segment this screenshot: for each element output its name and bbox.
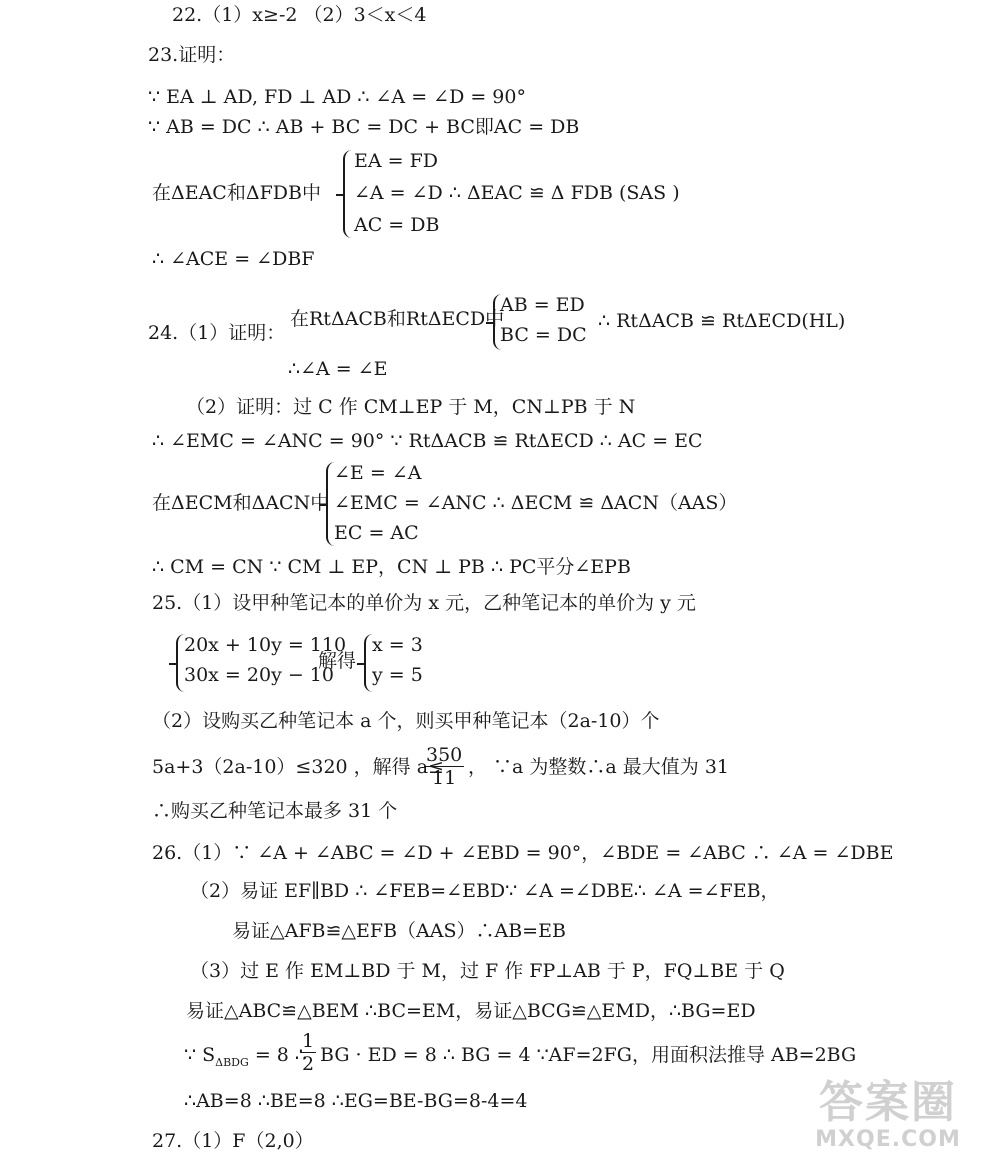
q24-system-result: ∴ RtΔACB ≌ RtΔECD(HL) [598, 310, 846, 332]
q24-system-row: BC = DC [500, 324, 587, 346]
q26-line-1: 26.（1）∵ ∠A + ∠ABC = ∠D + ∠EBD = 90°，∠BDE = ∠ABC ∴ ∠A = ∠DBE [152, 842, 894, 864]
fraction-numerator: 1 [302, 1030, 315, 1052]
q25-system-row: 20x + 10y = 110 [184, 634, 347, 656]
q23-system-prefix: 在ΔEAC和ΔFDB中 [152, 182, 321, 204]
q24-system-2-row: EC = AC [334, 522, 419, 544]
q25-inequality-result: ， ∵a 为整数∴a 最大值为 31 [468, 756, 729, 778]
q26-line-6-end: BG · ED = 8 ∴ BG = 4 ∵AF=2FG，用面积法推导 AB=2BG [320, 1044, 857, 1066]
q24-line-2: ∴∠A = ∠E [288, 358, 388, 380]
q26-line-6-mid: = 8 ∴ [248, 1044, 308, 1066]
q23-brace [343, 150, 352, 238]
q23-system-row: ∠A = ∠D ∴ ΔEAC ≌ Δ FDB (SAS ) [354, 182, 680, 204]
q23-line-2: ∵ AB = DC ∴ AB + BC = DC + BC即AC = DB [148, 116, 580, 138]
q25-inequality: 5a+3（2a-10）≤320 ，解得 a≤ [152, 756, 444, 778]
q26-line-3: 易证△AFB≌△EFB（AAS）∴AB=EB [232, 920, 566, 942]
q24-system-prefix: 在RtΔACB和RtΔECD中 [290, 308, 505, 330]
q25-fraction [424, 744, 464, 789]
q23-title: 23.证明： [148, 44, 236, 66]
q24-part-2: （2）证明：过 C 作 CM⊥EP 于 M，CN⊥PB 于 N [186, 396, 636, 418]
q23-system-row: EA = FD [354, 150, 439, 172]
q25-solve-label: 解得 [318, 650, 357, 672]
q22-line: 22.（1）x≥-2 （2）3＜x＜4 [172, 4, 427, 26]
q24-system-2-row: ∠E = ∠A [334, 462, 422, 484]
q24-conclusion: ∴ CM = CN ∵ CM ⊥ EP，CN ⊥ PB ∴ PC平分∠EPB [152, 556, 631, 578]
q26-line-6 [184, 1042, 307, 1076]
q23-system-row: AC = DB [354, 214, 440, 236]
q23-conclusion: ∴ ∠ACE = ∠DBF [152, 248, 315, 270]
q24-system-row: AB = ED [500, 294, 585, 316]
q27-line: 27.（1）F（2,0） [152, 1130, 314, 1152]
watermark-text: 答案圈 [819, 1077, 957, 1128]
q26-line-6-start: ∵ S [184, 1044, 216, 1066]
fraction-numerator: 350 [426, 744, 463, 766]
fraction-denominator: 2 [302, 1053, 315, 1075]
watermark-url: MXQE.COM [815, 1127, 961, 1152]
q24-system-2-prefix: 在ΔECM和ΔACN中 [152, 492, 330, 514]
q24-system-2-row: ∠EMC = ∠ANC ∴ ΔECM ≌ ΔACN（AAS） [334, 492, 738, 514]
q26-fraction [300, 1030, 316, 1075]
q26-line-7: ∴AB=8 ∴BE=8 ∴EG=BE-BG=8-4=4 [184, 1090, 528, 1112]
q25-part-2: （2）设购买乙种笔记本 a 个，则买甲种笔记本（2a-10）个 [152, 710, 660, 732]
q25-system-row: 30x = 20y − 10 [184, 664, 334, 686]
q25-conclusion: ∴购买乙种笔记本最多 31 个 [152, 800, 398, 822]
q25-solution-row: y = 5 [372, 664, 423, 686]
q24-line-3: ∴ ∠EMC = ∠ANC = 90° ∵ RtΔACB ≌ RtΔECD ∴ AC = EC [152, 430, 703, 452]
area-subscript: ΔBDG [215, 1055, 249, 1069]
q26-line-5: 易证△ABC≌△BEM ∴BC=EM，易证△BCG≌△EMD，∴BG=ED [186, 1000, 756, 1022]
fraction-denominator: 11 [432, 767, 457, 789]
q25-line-1: 25.（1）设甲种笔记本的单价为 x 元，乙种笔记本的单价为 y 元 [152, 592, 696, 614]
q26-line-4: （3）过 E 作 EM⊥BD 于 M，过 F 作 FP⊥AB 于 P，FQ⊥BE 于 Q [190, 960, 785, 982]
q26-line-2: （2）易证 EF∥BD ∴ ∠FEB=∠EBD∵ ∠A =∠DBE∴ ∠A =∠FEB， [190, 880, 780, 902]
q25-solution-row: x = 3 [372, 634, 423, 656]
q24-label: 24.（1）证明： [148, 322, 286, 344]
watermark-logo [788, 1078, 988, 1158]
q23-line-1: ∵ EA ⊥ AD, FD ⊥ AD ∴ ∠A = ∠D = 90° [148, 86, 526, 108]
